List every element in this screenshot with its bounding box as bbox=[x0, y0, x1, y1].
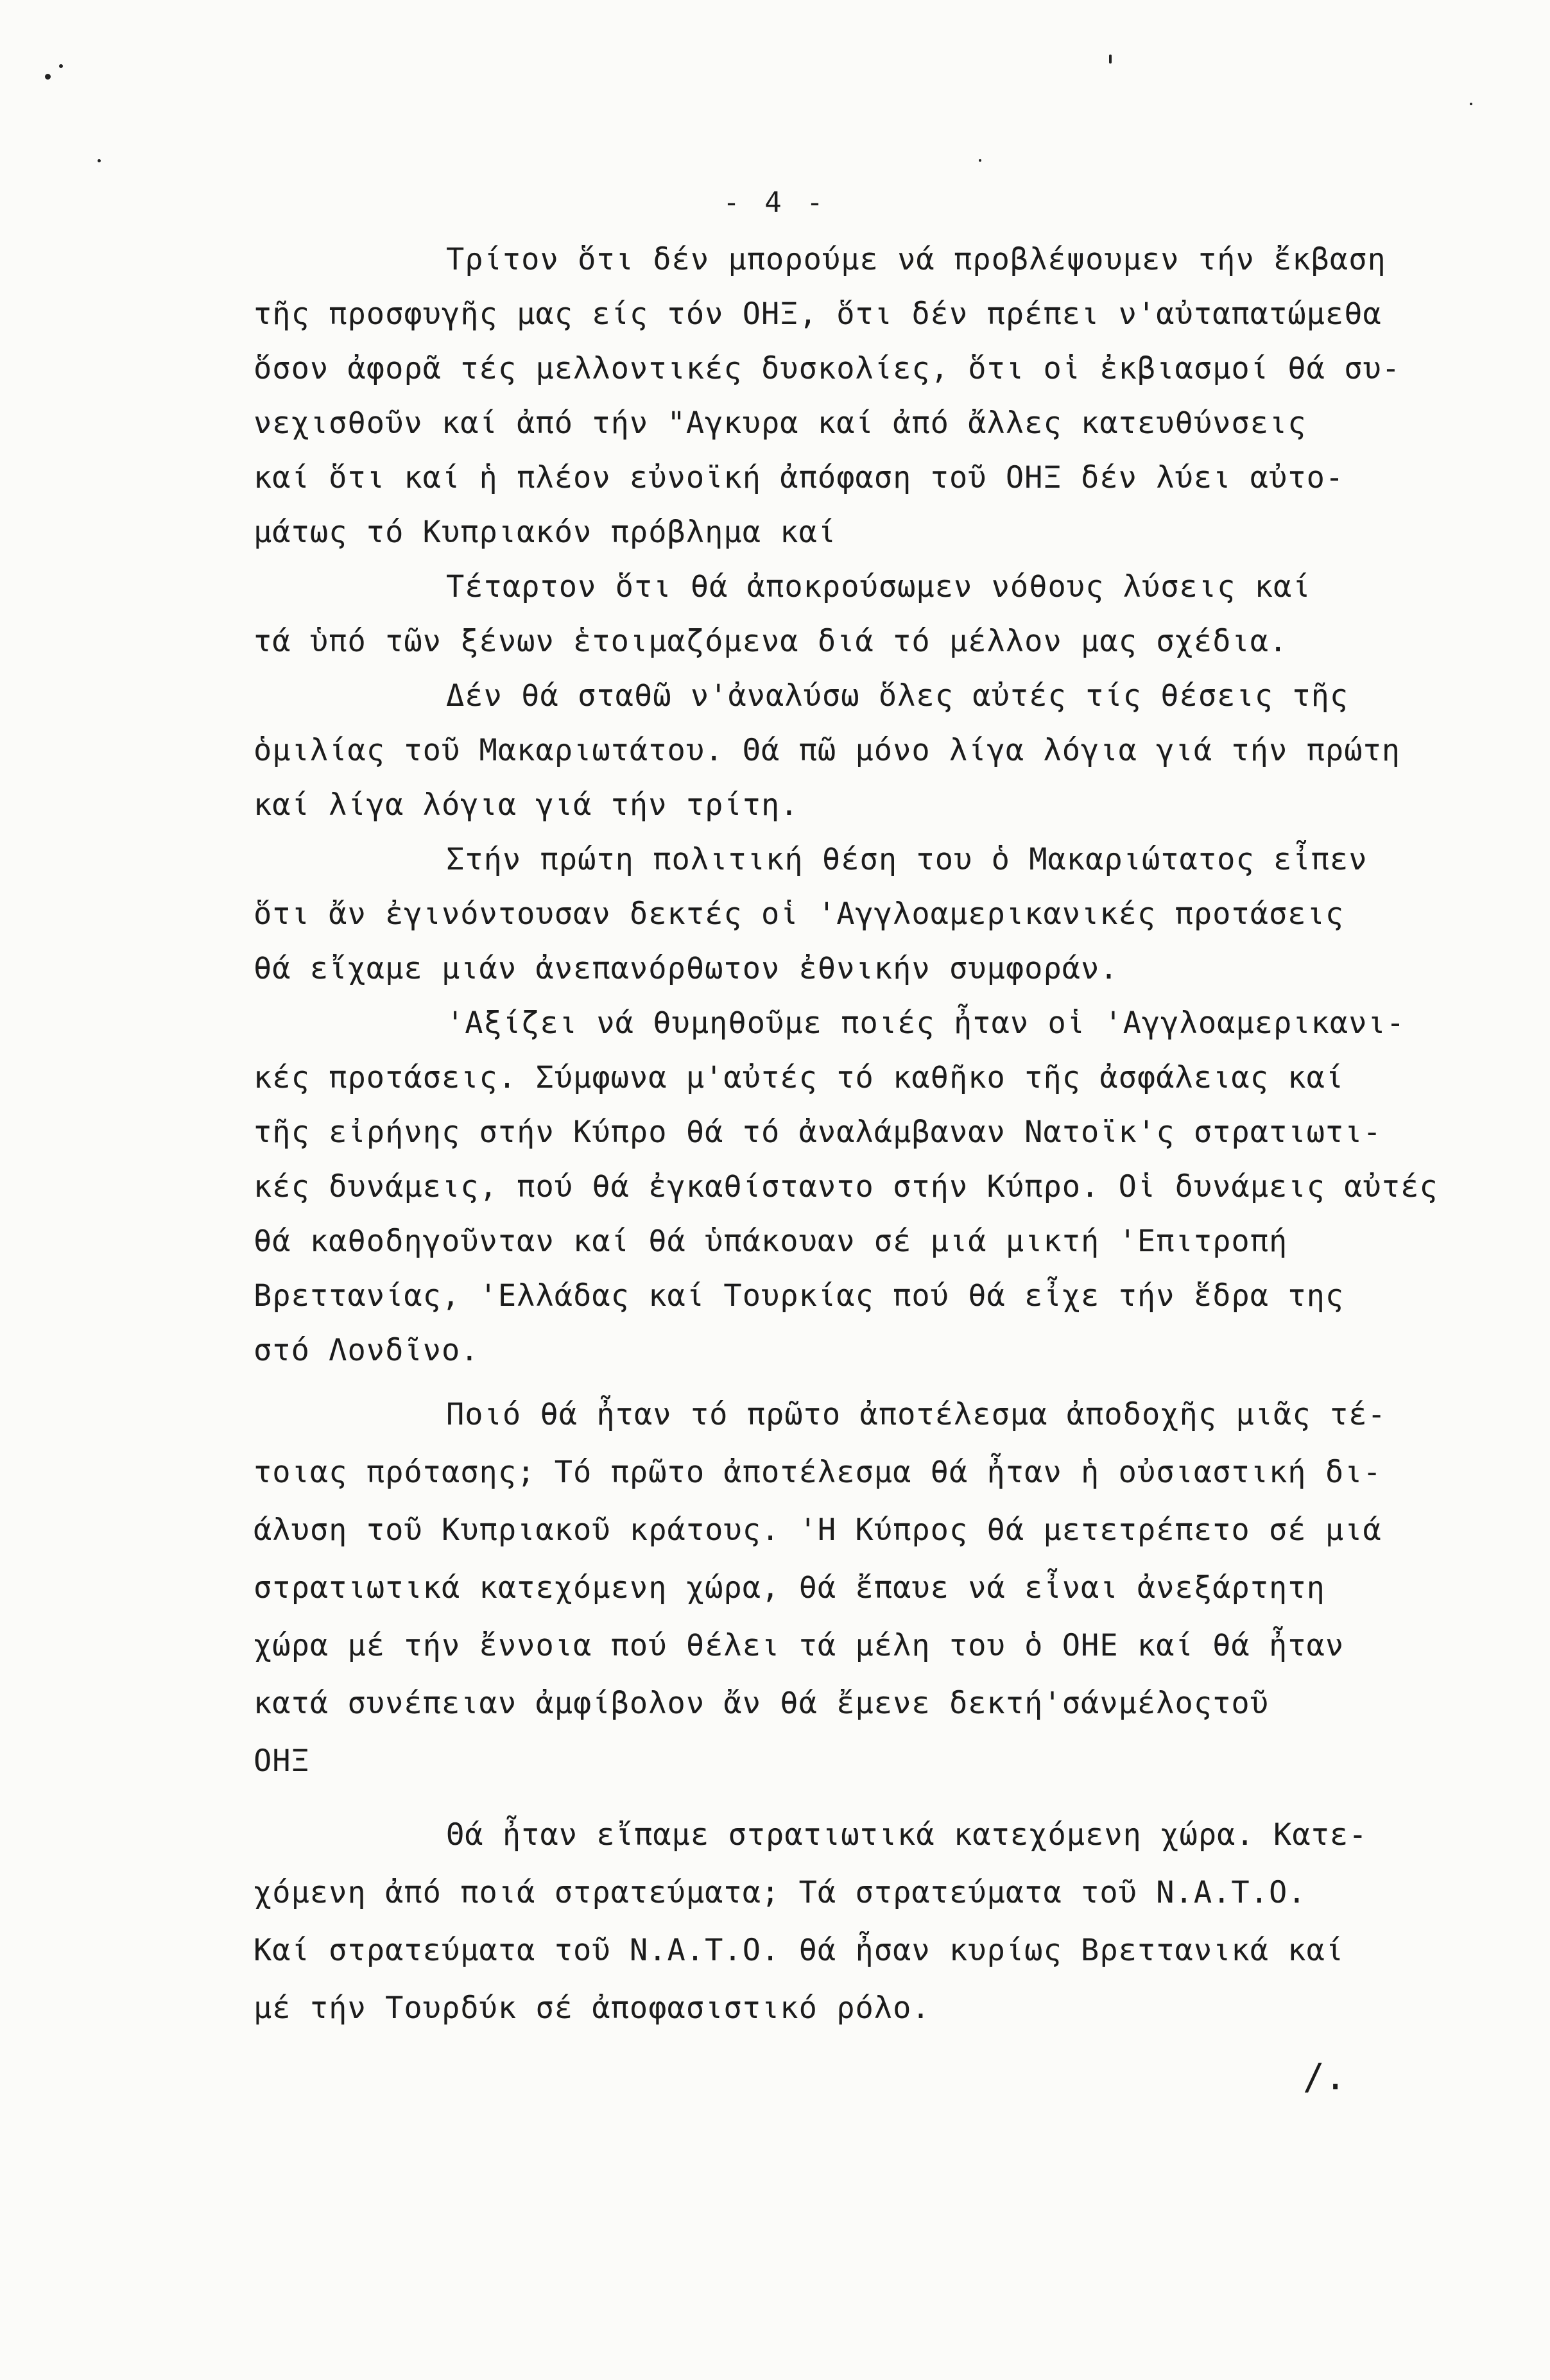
text-line: τῆς εἰρήνης στήν Κύπρο θά τό ἀναλάμβαναν Νατοϊκ'ς στρατιωτι- bbox=[254, 1115, 1382, 1150]
text-line: Τέταρτον ὅτι θά ἀποκρούσωμεν νόθους λύσεις καί bbox=[446, 569, 1311, 604]
text-line: ΟΗΞ bbox=[254, 1743, 310, 1779]
text-line: κές δυνάμεις, πού θά ἐγκαθίσταντο στήν Κύπρο. Οἱ δυνάμεις αὐτές bbox=[254, 1169, 1438, 1204]
text-line: τῆς προσφυγῆς μας είς τόν ΟΗΞ, ὅτι δέν πρέπει ν'αὐταπατώμεθα bbox=[254, 296, 1382, 332]
text-line: καί ὅτι καί ἡ πλέον εὐνοϊκή ἀπόφαση τοῦ ΟΗΞ δέν λύει αὐτο- bbox=[254, 460, 1345, 495]
text-line: ὁμιλίας τοῦ Μακαριωτάτου. Θά πῶ μόνο λίγα λόγια γιά τήν πρώτη bbox=[254, 733, 1401, 768]
text-line: θά εἴχαμε μιάν ἀνεπανόρθωτον ἐθνικήν συμφοράν. bbox=[254, 951, 1119, 986]
text-line: τά ὑπό τῶν ξένων ἑτοιμαζόμενα διά τό μέλλον μας σχέδια. bbox=[254, 624, 1288, 659]
text-line: καί λίγα λόγια γιά τήν τρίτη. bbox=[254, 787, 799, 823]
text-line: κές προτάσεις. Σύμφωνα μ'αὐτές τό καθῆκο τῆς ἀσφάλειας καί bbox=[254, 1060, 1345, 1095]
text-line: Στήν πρώτη πολιτική θέση του ὁ Μακαριώτατος εἶπεν bbox=[446, 842, 1368, 877]
scan-speck bbox=[59, 64, 63, 68]
text-line: Καί στρατεύματα τοῦ Ν.Α.Τ.Ο. θά ἦσαν κυρίως Βρεττανικά καί bbox=[254, 1933, 1345, 1968]
page-number: - 4 - bbox=[723, 186, 827, 219]
text-line: ὅτι ἄν ἐγινόντουσαν δεκτές οἱ 'Αγγλοαμερικανικές προτάσεις bbox=[254, 896, 1345, 932]
text-line: Ποιό θά ἦταν τό πρῶτο ἀποτέλεσμα ἀποδοχῆς μιᾶς τέ- bbox=[446, 1397, 1386, 1432]
text-line: νεχισθοῦν καί ἀπό τήν "Αγκυρα καί ἀπό ἄλλες κατευθύνσεις bbox=[254, 406, 1307, 441]
text-line: άλυση τοῦ Κυπριακοῦ κράτους. 'Η Κύπρος θά μετετρέπετο σέ μιά bbox=[254, 1512, 1382, 1548]
text-line: 'Αξίζει νά θυμηθοῦμε ποιές ἦταν οἱ 'Αγγλοαμερικανι- bbox=[446, 1006, 1406, 1041]
scan-speck bbox=[98, 159, 101, 162]
text-line: κατά συνέπειαν ἀμφίβολον ἄν θά ἔμενε δεκτή'σάνμέλοςτοῦ bbox=[254, 1686, 1270, 1721]
text-line: στρατιωτικά κατεχόμενη χώρα, θά ἔπαυε νά εἶναι ἀνεξάρτητη bbox=[254, 1570, 1325, 1605]
scan-speck bbox=[1109, 55, 1112, 64]
text-line: στό Λονδῖνο. bbox=[254, 1333, 479, 1368]
text-line: Τρίτον ὅτι δέν μπορούμε νά προβλέψουμεν τήν ἔκβαση bbox=[446, 242, 1386, 277]
text-line: ὅσον ἀφορᾶ τές μελλοντικές δυσκολίες, ὅτι οἱ ἐκβιασμοί θά συ- bbox=[254, 351, 1401, 386]
scan-speck bbox=[45, 74, 51, 80]
closing-mark: /. bbox=[1303, 2057, 1347, 2098]
text-line: Δέν θά σταθῶ ν'ἀναλύσω ὅλες αὐτές τίς θέσεις τῆς bbox=[446, 678, 1349, 714]
text-line: θά καθοδηγοῦνταν καί θά ὑπάκουαν σέ μιά μικτή 'Επιτροπή bbox=[254, 1224, 1288, 1259]
text-line: Βρεττανίας, 'Ελλάδας καί Τουρκίας πού θά εἶχε τήν ἕδρα της bbox=[254, 1278, 1345, 1314]
text-line: χόμενη ἀπό ποιά στρατεύματα; Τά στρατεύματα τοῦ Ν.Α.Τ.Ο. bbox=[254, 1875, 1307, 1910]
scan-speck bbox=[979, 159, 981, 162]
scan-speck bbox=[1470, 103, 1472, 105]
text-line: Θά ἦταν εἴπαμε στρατιωτικά κατεχόμενη χώρα. Κατε- bbox=[446, 1817, 1368, 1853]
text-line: τοιας πρότασης; Τό πρῶτο ἀποτέλεσμα θά ἦταν ἡ οὐσιαστική δι- bbox=[254, 1455, 1382, 1490]
text-line: μέ τήν Τουρδύκ σέ ἀποφασιστικό ρόλο. bbox=[254, 1990, 931, 2026]
text-line: μάτως τό Κυπριακόν πρόβλημα καί bbox=[254, 515, 837, 550]
text-line: χώρα μέ τήν ἔννοια πού θέλει τά μέλη του ὁ ΟΗΕ καί θά ἦταν bbox=[254, 1628, 1345, 1663]
